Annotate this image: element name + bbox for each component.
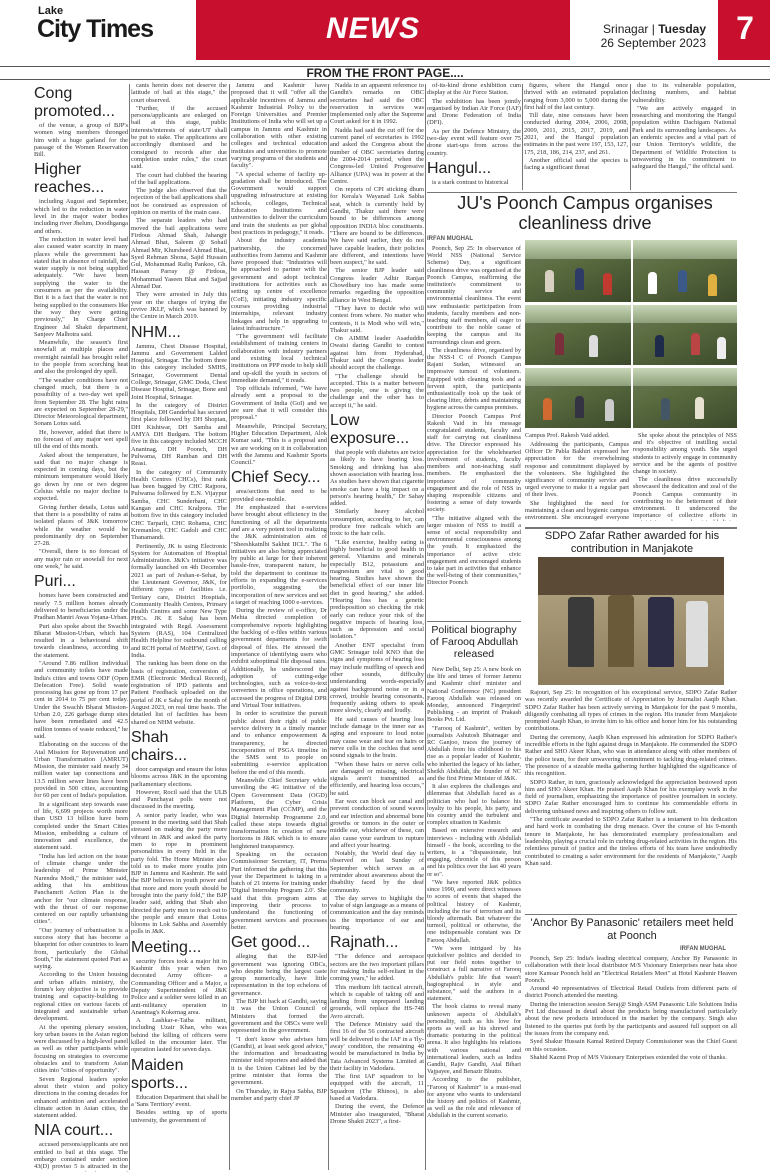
paragraph: "Our journey of urbanisation is a success story that has become a blueprint for other countries to learn from, particularly the Global South," the statement quoted Puri as saying. (34, 926, 128, 971)
ju-body-3 (633, 432, 737, 521)
paragraph: The cleanliness drive, organised by the NSS-I C of Poonch Campus Rajani Sudan, witnessed an impressive turnout of volunteers. Equipped with cleaning tools and a fervent spirit, the participants enthusiastically took up the task of clearing litter, debris and maintaining hygiene across the campus premises. (427, 346, 521, 412)
story-low (330, 449, 424, 931)
headline-puri: Puri... (34, 573, 76, 591)
paragraph: Poonch, Sep 25: India's leading electrical company, Anchor By Panasonic in collaboration with their local distributor M/S Visionary Enterprises near bata shoe store Kamsar Poonch held an "Electrical Retailers Meet" at Hotel Kashmir Heaven Poonch. (525, 955, 737, 984)
paragraph: alleging that the BJP-led government was ignoring OBCs, who despite being the largest caste group numerically, have little representation in the top echelons of governance. (231, 953, 327, 997)
paragraph: Another ENT specialist from GMC Srinagar told KNO that the signs and symptoms of hearing loss may include muffling of speech and other sounds, difficulty understanding words-especially against background noise or in a crowd, trouble hearing consonants, frequently asking others to speak more slowly, clearly and loudly. (330, 641, 424, 715)
photo-cleanliness-5 (525, 368, 631, 428)
paragraph: Director Poonch Campus Prof Rakesh Vaid in his message congratulated students, faculty and staff for carrying out cleanliness drive. The Director expressed his appreciation for the wholehearted involvement of students, faculty members and non-teaching staff members. He emphasized the importance of community engagement and the role of NSS in shaping responsible citizens and fostering a sense of duty towards society. (427, 412, 521, 514)
paragraph: "Farooq of Kashmir", written by journalists Ashutosh Bhatnagar and RC Ganjoo, traces the journey of Abdullah from his childhood to his rise as a popular leader of Kashmir, who inherited the legacy of his father, Sheikh Abdullah, the founder of NC and the first Prime Minister of J&K. (427, 724, 521, 783)
paragraph: SDPO Rather, in turn, graciously acknowledged the appreciation bestowed upon him and SHO Akeer Khan. He praised Aaqib Khan for his exemplary work in the field of journalism, emphasizing the importance of positive journalism in society. SDPO Zafar Rather encouraged him to continue his commendable efforts in delivering unbiased news and inspiring others to follow suit. (525, 778, 737, 815)
paragraph: The book claims to reveal many unknown aspects of Abdullah's personality, such as his love for sports as well as his shrewd and dramatic posturing in the political arena. It also highlights his relations with various national and international leaders, such as Indira Gandhi, Rajiv Gandhi, Atal Bihari Vajpayee, and Benazir Bhutto. (427, 1003, 521, 1076)
ju-byline: IRFAN MUGHAL (427, 236, 473, 242)
paragraph: The day serves to highlight the value of sign language as a means of communication and the day reminds us the importance of ear and hearing. (330, 894, 424, 932)
story-divider (525, 914, 737, 915)
paragraph: figures, where the Hangul once thrived with an estimated population ranging from 3,000 to 5,000 during the first half of the last century. (524, 82, 628, 111)
paragraph: On reports of CPI sticking dhum for Kerala's Wayanad Lok Sabha seat, which is currently held by Gandhi, Thakur said there were bound to be differences among opposition INDIA bloc constituents. "There are bound to be differences. We have said earlier, they do not have capable leaders, their policies are different, and intentions have been suspect," he said. (330, 186, 424, 267)
paragraph: According to the Union housing and urban affairs ministry, the forum's key objective is to provide training and capacity-building to regional cities on various facets of integrated and sustainable urban development. (34, 971, 128, 1023)
story-higher (34, 198, 128, 570)
paragraph: Meanwhile, Principal Secretary, Higher Education Department, Alok Kumar said, "This is a proposal and we are working on it in collaboration with the Jammu and Kashmir Sports Council." (231, 422, 327, 467)
paragraph: "Around 7.86 million individual and community toilets have made India's cities and towns ODF (Open Defecation Free). Solid waste processing has gone up from 17 per cent in 2014 to 75 per cent today. Under the Swachh Bharat Mission-Urban 2.0, 226 garbage dump sites have been remediated and 42.5 million tonnes of waste reduced," he said. (34, 660, 128, 740)
paragraph: During the event, the Defence Minister also inaugurated, "Bharat Drone Shakti 2023", a first- (330, 1103, 424, 1125)
paragraph: Meanwhile Chief Secretary while unveiling the 4G initiative of the Open Government Data (OGD) Platform, the Cyber Crisis Management Plan (CCMP), and the Digital Internship Programme 2.0, called these steps towards digital transformation in creation of new horizons in J&K which is to ensure heightened transparency. (231, 777, 327, 850)
paragraph: Till date, nine censuses have been conducted during 2004, 2006, 2008, 2009, 2011, 2015, 2017, 2019, and 2021, and the Hangul population estimates in the past were 197, 153, 127, 175, 218, 186, 214, 237, and 261. (524, 112, 628, 156)
dateline-date: 26 September 2023 (600, 36, 706, 50)
paragraph: The court had clubbed the hearing of the bail applications. (131, 171, 227, 186)
paragraph: Jammu and Kashmir have proposed that it will "offer all the applicable incentives of Jammu and Kashmir Industrial Policy to the Foreign Universities and Premier Institutions of India who will set up a campus in Jammu and Kashmir in collaboration with other existing colleges and technical education institutes and universities to promote varying programs of the students and faculty". (231, 82, 327, 170)
story-hangul (427, 179, 521, 186)
paragraph: Poonch, Sep 25: In observance of World NSS (National Service Scheme) Day, a significant cleanliness drive was organised at the Poonch Campus, reaffirming the institution's commitment to community service and environmental cleanliness. The event saw enthusiastic participation from students, faculty members and non-teaching staff members, all eager to contribute to the noble cause of keeping the campus and its surroundings clean and green. (427, 245, 521, 346)
paragraph: Rajouri, Sep 25: In recognition of his exceptional service, SDPO Zafar Rather was recently awarded the Certificate of Appreciation by Journalist Aaqib Khan. SDPO Zafar Rather has been actively serving in Manjakote for the past 9 months, diligently combating all types of crimes in the region. His transfer from Manjakote prompted Aaqib Khan, to invite him to his office and honor him for his outstanding contributions. (525, 689, 737, 733)
paragraph: The senior BJP leader said Congress leader Adhir Ranjan Chowdhury too has made some remarks regarding the opposition alliance in West Bengal. (330, 267, 424, 304)
paragraph: Besides setting up of sports university, the government of (131, 1109, 227, 1124)
paragraph: area/sections that need to be provided one-mobile. (231, 488, 327, 503)
story-hangul-cont2 (632, 82, 736, 171)
column-4 (330, 82, 424, 1172)
column-7-top (632, 82, 736, 192)
paragraph: Elaborating on the success of the Atal Mission for Rejuvenation and Urban Transformation (AMRUT) Mission, the minister said nearly 34 million water tap connections and 13.5 million sewer lines have been provided in 500 cities, accounting for 60 per cent of India's population. (34, 741, 128, 800)
paragraph: At the opening plenary session, key urban issues in the Asian region were discussed by a high-level panel as well as other participants while focusing on strategies to overcome obstacles and to transform Asian cities into "cities of opportunity". (34, 1023, 128, 1075)
paragraph: It also explores the challenges and dilemmas that Abdullah faced as a politician who had to balance his loyalty to his people, his party, and his country amid the turbulent and complex situation in Kashmir. (427, 783, 521, 827)
paragraph: Addressing the participants, Campus Officer Dr Pabla Bakhiri expressed her appreciation for the overwhelming response and commitment displayed by the volunteers. She highlighted the significance of community service and urged everyone to make it a regular part of their lives. (525, 441, 629, 499)
paragraph: "India has led action on the issue of climate change under the leadership of Prime Minister Narendra Modi," the minister said, adding that his ambitious Panchamrit Action Plan is the anchor for "our climate response, with the thrust of our response centered on our rapidly urbanising cities". (34, 852, 128, 926)
paragraph: Notably, the World deaf day is observed on last Sunday of September which serves as a reminder about awareness about the disability faced by the deaf community. (330, 850, 424, 894)
headline-raj: Rajnath... (330, 934, 399, 952)
farooq-headline: Political biography of Farooq Abdullah released (429, 624, 519, 660)
story-puri (34, 592, 128, 1119)
paragraph: The exhibition has been jointly organised by Indian Air Force (IAF) and Drone Federation of India (DFI). (427, 97, 521, 127)
anchor-headline: 'Anchor By Panasonic' retailers meet held at Poonch (530, 917, 734, 942)
paragraph: A Lashkar-e-Taiba militant, including Uzair Khan, who was behind the killing of officers were killed in the encounter later. The operation lasted for seven days. (131, 1017, 227, 1054)
date-city: Srinagar (603, 22, 649, 36)
paragraph: "We are actively engaged in researching and monitoring the Hangul population within Dachigam National Park and its surrounding landscapes. As an endemic species and a vital part of our Union Territory's wildlife, the Department of Wildlife Protection is unwavering in its commitment to safeguard the Hangul," the official said. (632, 104, 736, 171)
page-number: 7 (720, 0, 770, 60)
story-cong (34, 122, 128, 158)
paragraph: "We have reported J&K politics since 1990, and were direct witnesses to scores of events that shaped the political history of Kashmir, including the rise of terrorism and its bloody aftermath. But whatever the turmoil, political or otherwise, the one indispensable constant was Dr Farooq Abdullah. (427, 878, 521, 944)
paragraph: "The government will facilitate establishment of training centers in collaboration with industry partners and existing local technical institutions on PPP mode to help skill and up-skill the youth in sectors of immediate demand," it reads. (231, 333, 327, 384)
page-header (0, 0, 770, 76)
paragraph: The first IAF squadron to be equipped with the aircraft, 11 Squadron (The Rhinos), is also based at Vadodara. (330, 1073, 424, 1102)
column-rule (328, 84, 329, 1170)
paragraph: During the ceremony, Aaqib Khan expressed his admiration for SDPO Rather's incredible efforts in the fight against drugs in Manjakote. He commended the SDPO Rather and SHO Akeer Khan, who was in attendance along with other members of the police team, for their unwavering commitment to tackling drug-related crimes. The presence of a sizeable media gathering further highlighted the significance of this recognition. (525, 733, 737, 778)
paragraph: "The weather conditions have not changed much, but there is a possibility of a two-day wet spell from September 28. The light rains are expected on September 28-29," Director Meteorological department, Sonam Lotus said. (34, 376, 128, 428)
headline-cong: Cong promoted... (34, 85, 115, 120)
headline-nia: NIA court... (34, 1122, 114, 1140)
paragraph: Another official said the species is facing a significant threat (524, 156, 628, 172)
front-page-banner: FROM THE FRONT PAGE.... (0, 66, 770, 80)
section-name: NEWS (326, 12, 420, 45)
story-get-cont (330, 82, 424, 409)
paragraph: The Defence Ministry said the first 16 of the 56 contracted aircraft will be delivered to the IAF in a 'fly-away' condition, the remaining 40 would be manufactured in India by Tata Advanced Systems Limited at their facility in Vadodara. (330, 1021, 424, 1072)
dateline-city-day: Srinagar | Tuesday (603, 22, 706, 36)
ju-headline: JU's Poonch Campus organises cleanliness drive (457, 193, 713, 233)
story-divider (427, 621, 521, 622)
ju-body (427, 245, 521, 615)
date-day: Tuesday (658, 22, 706, 36)
paragraph: He, however, added that there is no forecast of any major wet spell till the end of this month. (34, 428, 128, 451)
photo-cleanliness-4 (633, 305, 737, 365)
story-hangul-cont (524, 82, 628, 172)
paragraph: "When these hairs or nerve cells are damaged or missing, electrical signals aren't transmitted as efficiently, and hearing loss occurs," he said. (330, 760, 424, 797)
paragraph: According to the publisher, "Farooq of Kashmir" is a must-read for anyone who wants to understand the history and politics of Kashmir, as well as the role and relevance of Abdullah in the current scenario. (427, 1076, 521, 1120)
ju-body-2 (525, 441, 629, 521)
headline-maiden: Maiden sports... (131, 1056, 188, 1092)
paragraph: He emphasized that e-services have brought about efficiency in the functioning of all the departments and are a very potent tool in realizing the J&K administration aim of "Sheeshkatnlbi Sakhnt IICL". The 6 initiatives are also being appreciated by public at large for their inherent hassle-free, transparent nature, he told the department to continue its efforts in expanding the e-services portfolio, suggesting the incorporation of new services and set a target of reaching 1000 e-services. (231, 504, 327, 606)
paragraph: As per the Defence Ministry, the two-day event will feature over 75 drone start-ups from across the country. (427, 127, 521, 157)
paragraph: "They have to decide who will contest from where. No matter who contests, it is Modi who will win," Thakur said. (330, 304, 424, 334)
ju-caption-1: Campus Prof. Rakesh Vaid added. (525, 432, 610, 439)
story-divider (525, 527, 737, 529)
dateline (570, 0, 720, 60)
paragraph: Asked about the temperature, he said that no major change is expected in coming days, but the minimum temperature would likely go down by one or two degree Celsius while no major decline is expected. (34, 451, 128, 503)
paragraph: "The challenge should be accepted. This is a matter between two people, one is giving the challenge and the other has to accept it," he said. (330, 372, 424, 409)
column-rule (129, 84, 130, 1170)
paragraph: "Overall, there is no forecast of any major rain or snowfall for next one week," he said. (34, 548, 128, 571)
paragraph: Education Department that shall be a 'Sans Territory' event. (131, 1093, 227, 1108)
farooq-body (427, 666, 521, 1172)
paragraph: The ranking has been done on the basis of registration, conversion of EMR (Electronic Medical Record), registration of IPD patients and Patient Feedback uploaded on the portal of JK e Sahaj for the month of August 2023, on real time basis. The detailed list of facilities has been shared on NHM website. (131, 660, 227, 726)
story-get (231, 953, 327, 1102)
paragraph: In order to scrutinize the pursuit public about their right of public service delivery in a timely manner and to enhance empowerment & transparency, he directed incorporation of PSGA timeline in the SMS sent to people on submitting e-service application before the end of this month. (231, 710, 327, 776)
photo-sdpo-award (538, 557, 724, 685)
paragraph: "We were intrigued by his quicksilver politics and decided to put our field notes together to construct a full narrative of Farooq Abdullah's public life that wasn't hagiographical in style and substance," said the authors in a statement. (427, 944, 521, 1003)
paragraph: Based on extensive research and interviews - including with Abdullah himself - the book, according to the writers, is a "dispassionate, but engaging, chronicle of this person and his politics over the last 40 years or so". (427, 827, 521, 878)
paragraph: security forces took a major hit in Kashmir this year when two decorated Army officer- a Commanding Officer and a Major, a Deputy Superintendent of J&K Police and a soldier were killed in an anti-militancy operation in Anantnag's Kokernag area. (131, 957, 227, 1016)
story-nia (34, 1141, 128, 1172)
paragraph: The reduction in water level had also caused water scarcity in many places while the government has stated that in absence of rainfall, the water supply is not being supplied adequately. "We have been supplying the water to the consumers as per the availability. But it is a fact that the water is not being supplied to the consumers like the way they were getting previously," In Charge Chief Engineer Jal Shakti department, Sanjeev Malhotra said. (34, 235, 128, 338)
masthead-city-times: City Times (37, 15, 153, 43)
story-nia-cont (131, 82, 227, 321)
paragraph: The judge also observed that the rejection of the bail applications shall not be construed as expression of opinion on merits of the main case. (131, 187, 227, 217)
paragraph: She spoke about the principles of NSS and it's objective of instilling social responsibility among youth. She urged students to actively engage in community service and be the agents of positive change in society. (633, 432, 737, 476)
photo-cleanliness-2 (633, 240, 737, 302)
paragraph: "Further, if the accused persons/applicants are enlarged on bail at this stage, public interests/interests of state/UT shall be put to stake. The applications are accordingly dismissed and be consigned to records after due completion under rules," the court said. (131, 104, 227, 171)
paragraph: accused persons/applicants are not entitled to bail at this stage. The embargo contained under section 43(D) proviso 5 is attracted in the (34, 1141, 128, 1171)
paragraph: Jammu, Chest Disease Hospital, Jammu and Government Lalded Hospital, Srinagar. The bottom three in this category included SMHS, Srinagar, Government Dental College, Srinagar, GMC Doda, Chest Disease Hospital, Srinagar, Bone and Joint Hospital, Srinagar. (131, 342, 227, 401)
paragraph: due to its vulnerable population, declining numbers, and habitat vulnerability. (632, 82, 736, 104)
headline-get: Get good... (231, 934, 311, 952)
paragraph: She highlighted the need for maintaining a clean and hygienic campus environment. She encouraged everyone (525, 499, 629, 521)
paragraph: Shahid Kazmi Prop of M/S Visionary Enterprises extended the vote of thanks. (530, 1053, 727, 1061)
headline-nhm: NHM... (131, 323, 181, 341)
anchor-body (525, 955, 737, 1172)
paragraph: "The defence and aerospace sectors are the two important pillars for making India self-reliant in the coming years," he added. (330, 953, 424, 983)
paragraph: In the category of District Hospitals, DH Ganderbal has secured first place followed by DH Shopian, DH Kishtwar, DH Samba and AMYA DH Budgam. The bottom five in this category included MCCH Anantnag, DH Poonch, DH Pulwama, DH Ramban and DH Reasi. (131, 401, 227, 468)
story-maiden (131, 1094, 227, 1124)
paragraph: "Like exercise, healthy eating is highly beneficial to good health in general. Vitamins and minerals especially B12, potassium and magnesium are vital to good hearing. Studies have shown the beneficial effect of our inner life diet in good hearing," she added. "Hearing loss has a genetic predisposition so checking the risk early can reduce your risk of the negative impacts of hearing loss, such as depression and social isolation." (330, 538, 424, 641)
masthead (0, 0, 196, 60)
story-chief (231, 488, 327, 931)
sdpo-body (525, 689, 737, 911)
masthead-lake: Lake (38, 5, 64, 17)
headline-higher: Higher reaches... (34, 161, 105, 197)
column-rule (229, 84, 230, 1170)
paragraph: Seven Regional leaders spoke about their vision and policy directions in the coming decades for enhanced ambition and accelerated climate action in Asian cities, the statement added. (34, 1075, 128, 1120)
paragraph: On Thursday, in Rajya Sabha, BJP member and party chief JP (231, 1087, 327, 1102)
column-2 (131, 82, 227, 1172)
paragraph: About the industry academia partnership, the concerned authorities from Jammu and Kashmir have proposed that: "Industries will be approached to partner with the government and adopt technical institutions for activities such as setting up centre of excellence (CoE), initiating industry specific courses providing industrial internships, relevant industry linkages and help in upgrading to latest infrastructure." (231, 237, 327, 332)
paragraph: Similarly heavy alcohol consumption, according to her, can produce free radicals which are toxic to the hair cells. (330, 508, 424, 538)
paragraph: In a significant step towards ease of life, 6,699 projects worth more than USD 13 billion have been completed under the Smart Cities Mission, embedding a culture of innovation and excellence, the statement said. (34, 800, 128, 852)
paragraph: During the review of e-office, Dr Mehta directed completion of comprehensive reports highlighting the backlog of e-files within various government departments for swift disposal of files. He stressed the importance of identifying users who exhibit suboptimal file disposal rates. Additionally, he underscored the adoption of cutting-edge technologies, such as voice-to-text converters in office operations, and accessed the progress of Digital DPR and Virtual Tour initiatives. (231, 607, 327, 710)
paragraph: is a stark contrast to historical (432, 178, 509, 186)
paragraph: This medium lift tactical aircraft, which is capable of taking off and landing from unprepared landing grounds, will replace the HS-748 Avro aircraft. (330, 983, 424, 1020)
headline-hangul: Hangul... (427, 159, 492, 177)
headline-chief: Chief Secy... (231, 469, 321, 487)
paragraph: of the venue, a group of BJP's women wing members thronged him with a huge garland for the passage of the Women Reservation Bill. (34, 122, 128, 159)
paragraph: A senior party leader, who was present in the meeting said that Shah stressed on making the party more vibrant in J&K and asked the party men to rope in prominent personalities in every field in the party fold. The Home Minister also told us to make more youths join BJP in Jammu and Kashmir. He said the BJP believes in youth power and that more and more youth should be brought into the party fold," the BJP leader said, adding that Shah also directed the party men to reach out to the people and ensure that Lotus blooms in Lok Sabha and Assembly polls in J&K. (131, 811, 227, 936)
story-maiden-cont (231, 82, 327, 466)
paragraph: homes have been constructed and nearly 7.5 million homes already delivered to beneficiaries under the Pradhan Mantri Awas Yojana-Urban. (34, 592, 128, 622)
headline-low: Low exposure... (330, 412, 410, 448)
paragraph: "The initiative aligned with the larger mission of NSS to instill a sense of social responsibility and environmental consciousness among the youth. It emphasized the importance of active civic engagement and encouraged students to take part in activities that enhance the well-being of their communities," Director Poonch (427, 514, 521, 587)
paragraph: cants herein does not deserve the latitude of bail at this stage," the court observed. (131, 82, 227, 104)
sdpo-headline: SDPO Zafar Rather awarded for his contribution in Manjakote (544, 530, 720, 555)
paragraph: that people with diabetes are twice as likely to have hearing loss. Smoking and drinking has also shown association with hearing loss. As studies have shown that cigarette smoke can have a big impact on a person's hearing health," Dr Sahay added. (330, 449, 424, 508)
paragraph: Ear wax can block ear canal and prevent conduction of sound waves and ear infection and abnormal bone growths or tumors in the outer or middle ear, whichever of these, can also cause your eardrum to rupture and affect your hearing. (330, 798, 424, 849)
paragraph: door campaign and ensure the lotus blooms across J&K in the upcoming parliamentary elections. (131, 765, 227, 788)
column-5-top (427, 82, 521, 190)
paragraph: "The certificate awarded to SDPO Zafar Rather is a testament to his dedication and hard work in combating the drug menace. Over the course of his 9-month tenure in Manjakote, he has demonstrated exemplary professionalism and leadership, playing a crucial role in curbing drug-related activities in the region. His relentless pursuit of justice and the tireless efforts of his team have undoubtedly contributed to creating a safer environment for the residents of Manjakote," Aaqib Khan said. (525, 816, 737, 867)
paragraph: However, Rocil said that the ULB and Panchayat polls were not discussed in the meeting. (131, 788, 227, 811)
photo-cleanliness-6 (633, 368, 737, 428)
column-3 (231, 82, 327, 1172)
paragraph: Giving further details, Lotus said that there is a possibility of rains at isolated places of J&K tomorrow while the weather would be predominantly dry on September 27-28. (34, 503, 128, 548)
paragraph: The cleanliness drive successfully showcased the dedication and zeal of the Poonch Campus community in contributing to the betterment of their environment. It underscored the importance of collective efforts in (633, 476, 737, 520)
headline-shah: Shah chairs... (131, 728, 188, 764)
paragraph: of-its-kind drone exhibition cum display at the Air Force Station. (427, 82, 521, 97)
story-meeting (131, 958, 227, 1054)
paragraph: During the interaction session Seraj@ Singh ASM Panasonic Life Solutions India Pvt Ltd discussed in detail about the products being manufactured particularly about the new products introduced in the market by the company. Singh also listened to the queries put forth by the participants and assured full support on all the issues from the company end. (525, 1000, 737, 1037)
photo-cleanliness-1 (525, 240, 631, 302)
paragraph: Around 40 representatives of Electrical Retail Outlets from different parts of district Poonch attended the meeting. (525, 985, 737, 1000)
column-6-top (524, 82, 628, 192)
paragraph: The separate leaders who had moved the bail applications were Firdous Ahmad Shah, Jahangir Ahmad Bhat, Saleem @ Sohail Ahmad Mir, Khursheed Ahmad Bhat, Syed Rehman Shona, Sajid Hussain Gul, Mohammad Rafiq Pankoo, Gh. Hassan Parray @ Firdous, Mohammad Yaseen Bhat and Sajjad Ahmad Dar. (131, 217, 227, 291)
paragraph: Meanwhile, the season's first snowfall at multiple places and overnight rainfall has brought relief to the people from scorching heat and also the prolonged dry spell. (34, 339, 128, 376)
paragraph: They were arrested in July this year on the charges of trying the revive JKLF, which was banned by the Centre in March 2019. (131, 291, 227, 321)
column-1 (34, 82, 128, 1172)
paragraph: Pertinently, JK is using Electronic System for Automation of Hospital Administration. J&K's initiative was formally launched on 4th December 2021 as part of Jeshan-e-Sehat, by the Lieutenant Governor, J&K, for different types of facilities i.e. Tertiary care, District Hospitals, Community Health Centres, Primary Health Centres and some New Type PHCs. JK E Sahaj has been integrated with Regd. Assessment System (RAS), 104 Centralized Health Helpline for outbound calling and RCH portal of MoHFW, Govt. of India. (131, 542, 227, 659)
paragraph: On AIMIM leader Asaduddin Owaisi daring Gandhi to contest against him from Hyderabad, Thakur said the Congress leader should accept the challenge. (330, 335, 424, 372)
column-rule (425, 84, 426, 1170)
paragraph: Syed Shakur Hussain Kamal Retired Deputy Commissioner was the Chief Guest on this occasion. (525, 1038, 737, 1053)
paragraph: including August and September, which led to the reduction in water level in the major water bodies including river Jhelum, Doodhganga and others. (34, 198, 128, 235)
story-nhm (131, 343, 227, 726)
column-rule (522, 84, 523, 190)
photo-cleanliness-3 (525, 305, 631, 365)
paragraph: New Delhi, Sep 25: A new book on the life and times of former Jammu and Kashmir chief minister and National Conference (NC) president Farooq Abdullah was released on Monday, announced Fingerprint! Publishing - an imprint of Prakash Books Pvt. Ltd. (427, 666, 521, 724)
paragraph: "A special scheme of facility up-gradation shall be introduced. The Government would support upgrading infrastructure at existing schools, colleges, Technical Education Institutions and universities to deliver the curriculum and train the students as per global best practices in pedagogy," it reads. (231, 170, 327, 236)
section-banner (196, 0, 570, 60)
paragraph: Top officials informed, "We have already sent a proposal to the Government of India (GoI) and we are sure that it will consider this proposal." (231, 385, 327, 422)
paragraph: Speaking on the occasion Commissioner Secretary, IT, Prerna Puri informed the gathering that this year the Department is taking in a batch of 21 interns for training under 'Digital Internship Program 2.0'. She said that this program aims at improving their process to understand the functioning of government services and processes better. (231, 850, 327, 931)
paragraph: Puri also spoke about the Swachh Bharat Mission-Urban, which has resulted in a behavioural shift towards cleanliness, according to the statement. (34, 622, 128, 659)
story-shah (131, 766, 227, 936)
paragraph: "I don't know who advises him (Gandhi), at least seek good advice," the information and broadcasting minister told reporters and added that it is the Union Cabinet led by the prime minister that forms the government. (231, 1035, 327, 1087)
headline-meeting: Meeting... (131, 938, 202, 956)
paragraph: In the category of Community Health Centres (CHCs), first rank has been bagged by CHC Rajpora, Pulwama followed by E.N. Vijaypur Samba, CHC Sunderbani, CHC Kangan and CHC Kralpora. The bottom five in this category included CHC Tarparli, CHC Rohama, CHC Kremanloo, CHC Gadoli and CHC Thanamandi. (131, 468, 227, 542)
story-raj-cont (427, 82, 521, 157)
paragraph: The BJP hit back at Gandhi, saying it was the Union Council of Ministers that formed the government and the OBCs were well represented in the government. (231, 998, 327, 1035)
paragraph: Nadda in an apparent reference to Gandhi's remarks on OBC secretaries had said the OBC reservation in services was implemented only after the Supreme Court asked for it in 1992. (330, 82, 424, 126)
column-rule (630, 84, 631, 190)
paragraph: He said causes of hearing loss include damage to the inner ear as aging and exposure to loud noise may cause wear and tear on hairs or nerve cells in the cochlea that send sound signals to the brain. (330, 715, 424, 760)
paragraph: Nadda had said the cut off for the current panel of secretaries is 1992 and asked the Congress about the number of OBC secretaries during the 2004-2014 period, when the Congress-led United Progressive Alliance (UPA) was in power at the Centre. (330, 126, 424, 185)
anchor-byline: IRFAN MUGHAL (680, 946, 726, 952)
story-raj (330, 953, 424, 1125)
